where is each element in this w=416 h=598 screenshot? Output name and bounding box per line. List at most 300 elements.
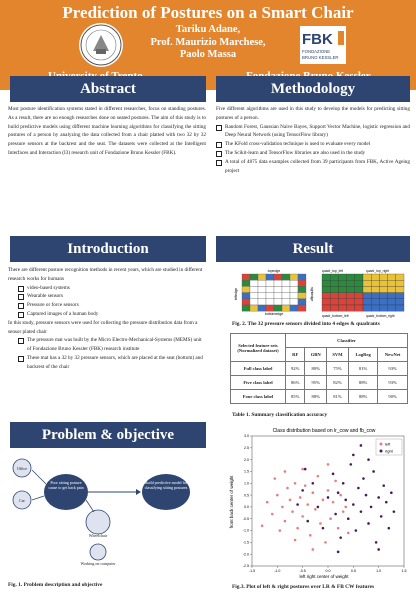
problem-heading: Problem & objective bbox=[10, 422, 206, 448]
quadrant-grid-cell bbox=[396, 305, 404, 311]
edge-grid-cell bbox=[250, 305, 258, 311]
edge-grid-cell bbox=[282, 293, 290, 299]
scatter-point-right bbox=[332, 473, 335, 476]
edge-grid-cell bbox=[266, 280, 274, 286]
y-tick-label: 0.0 bbox=[244, 505, 249, 510]
edge-grid-cell bbox=[266, 274, 274, 280]
table-row-header: Selected feature sets (Normalized dataset) bbox=[231, 334, 286, 362]
scatter-point-right bbox=[362, 477, 365, 480]
edge-grid-cell bbox=[282, 280, 290, 286]
y-tick-label: 2.5 bbox=[244, 446, 249, 451]
scatter-point-left bbox=[296, 527, 299, 530]
quadrant-grid-cell bbox=[371, 293, 379, 299]
scatter-point-left bbox=[312, 491, 315, 494]
x-tick-label: 0.5 bbox=[350, 569, 356, 573]
accuracy-table bbox=[230, 333, 410, 404]
intro-bullet bbox=[8, 354, 206, 372]
scatter-point-left bbox=[261, 525, 264, 528]
scatter-point-right bbox=[367, 458, 370, 461]
scatter-point-right bbox=[317, 506, 320, 509]
legend-label: left bbox=[385, 441, 391, 447]
scatter-point-left bbox=[329, 517, 332, 520]
scatter-point-right bbox=[352, 503, 355, 506]
quadr-bottom-left-label: quadr_bottom_left bbox=[322, 314, 349, 318]
quadrant-grid-cell bbox=[338, 305, 346, 311]
edge-grid-cell bbox=[274, 293, 282, 299]
quadrant-grid-cell bbox=[322, 280, 330, 286]
y-tick-label: 1.5 bbox=[244, 469, 249, 474]
edge-grid-cell bbox=[290, 274, 298, 280]
wheelchair-label: Wheelchair bbox=[88, 533, 108, 538]
problem-diagram bbox=[8, 452, 206, 578]
chart-title: Class distribution based on lr_cow and fb_cow bbox=[272, 428, 376, 434]
methodology-heading: Methodology bbox=[216, 76, 410, 102]
scatter-point-left bbox=[347, 532, 350, 535]
edge-grid-cell bbox=[266, 293, 274, 299]
edge-grid-cell bbox=[290, 293, 298, 299]
table-cell: 88% bbox=[348, 376, 377, 390]
scatter-point-left bbox=[284, 520, 287, 523]
author-1: Tariku Adane, bbox=[175, 24, 241, 35]
legend-label: right bbox=[385, 448, 393, 454]
x-tick-label: 1.5 bbox=[401, 569, 407, 573]
scatter-point-left bbox=[334, 480, 337, 483]
scatter-point-right bbox=[355, 529, 358, 532]
methodology-lead: Five different algorithms are used in this study to develop the models for predicting sitting postures of a person. bbox=[216, 106, 410, 121]
svg-text:FBK: FBK bbox=[302, 31, 333, 48]
edge-grid-cell bbox=[258, 293, 266, 299]
quadrant-grid-cell bbox=[396, 299, 404, 305]
quadr-bottom-right-label: quadr_bottom_right bbox=[366, 314, 395, 318]
quadrant-grid-cell bbox=[379, 280, 387, 286]
plot-frame bbox=[252, 436, 404, 566]
quadrant-grid-cell bbox=[322, 286, 330, 292]
quadrant-grid-cell bbox=[347, 280, 355, 286]
scatter-point-right bbox=[385, 501, 388, 504]
scatter-point-right bbox=[370, 506, 373, 509]
edge-grid-cell bbox=[266, 286, 274, 292]
scatter-point-left bbox=[294, 482, 297, 485]
scatter-point-right bbox=[360, 510, 363, 513]
edge-grid-cell bbox=[258, 305, 266, 311]
table-cell: 81% bbox=[326, 390, 348, 404]
quadrant-grid-cell bbox=[330, 274, 338, 280]
working-on-computer-label: Working on computer bbox=[80, 561, 116, 566]
fig3-caption: Fig.3. Plot of left & right postures over LR & FB CW features bbox=[232, 584, 375, 590]
edge-grid-cell bbox=[290, 299, 298, 305]
table-row bbox=[231, 390, 408, 404]
scatter-point-right bbox=[337, 551, 340, 554]
fbk-logo bbox=[300, 26, 346, 64]
quadrant-grid-cell bbox=[322, 274, 330, 280]
x-tick-label: 0.0 bbox=[325, 569, 331, 573]
intro-bullet bbox=[8, 292, 206, 301]
scatter-point-left bbox=[286, 487, 289, 490]
scatter-point-left bbox=[289, 499, 292, 502]
quadrant-grid-cell bbox=[338, 299, 346, 305]
edge-grid-cell bbox=[258, 280, 266, 286]
quadrant-grid-cell bbox=[363, 286, 371, 292]
table-row-label: Five class label bbox=[231, 376, 286, 390]
intro-bullet-text: Captured images of a human body bbox=[27, 310, 99, 317]
rightedge-label: rightedge bbox=[310, 286, 314, 302]
y-tick-label: -1.0 bbox=[242, 528, 249, 533]
quadrant-grid-cell bbox=[388, 286, 396, 292]
scatter-point-right bbox=[377, 496, 380, 499]
edge-grid-cell bbox=[258, 274, 266, 280]
scatter-point-left bbox=[319, 522, 322, 525]
scatter-point-right bbox=[367, 522, 370, 525]
scatter-point-right bbox=[352, 454, 355, 457]
fig2-caption: Fig. 2. The 32 pressure sensors divided into 4 edges & quadrants bbox=[232, 321, 380, 327]
quadrant-grid-cell bbox=[330, 305, 338, 311]
quadrant-grid-cell bbox=[355, 293, 363, 299]
quadrant-grid-cell bbox=[363, 305, 371, 311]
edge-grid bbox=[234, 268, 314, 316]
quadrant-grid-cell bbox=[347, 293, 355, 299]
edge-grid-cell bbox=[274, 299, 282, 305]
scatter-point-left bbox=[306, 503, 309, 506]
table-col-header: SVM bbox=[326, 348, 348, 362]
edge-grid-cell bbox=[266, 305, 274, 311]
scatter-point-right bbox=[327, 496, 330, 499]
scatter-point-left bbox=[271, 513, 274, 516]
table-cell: 81% bbox=[348, 362, 377, 376]
legend-marker bbox=[380, 450, 383, 453]
computer-person-icon bbox=[80, 544, 116, 566]
scatter-point-left bbox=[322, 499, 325, 502]
poster-title: Prediction of Postures on a Smart Chair bbox=[62, 3, 354, 22]
edge-grid-cell bbox=[274, 286, 282, 292]
quadrant-grid-cell bbox=[363, 280, 371, 286]
quadrant-grid-cell bbox=[347, 299, 355, 305]
scatter-point-left bbox=[332, 501, 335, 504]
scatter-point-right bbox=[337, 491, 340, 494]
back-pain-text: Poor sitting posture cause to get back pain bbox=[48, 480, 84, 490]
scatter-point-left bbox=[339, 494, 342, 497]
edge-grid-cell bbox=[298, 274, 306, 280]
x-tick-label: -1.5 bbox=[248, 569, 256, 573]
scatter-point-right bbox=[380, 515, 383, 518]
methodology-text bbox=[216, 105, 410, 175]
quadr-top-left-label: quadr_top_left bbox=[322, 269, 344, 273]
quadrant-grid-cell bbox=[379, 305, 387, 311]
intro-bullet bbox=[8, 336, 206, 354]
edge-grid-cell bbox=[242, 299, 250, 305]
fig1-caption: Fig. 1. Problem description and objective bbox=[8, 582, 103, 588]
topedge-label: topedge bbox=[267, 269, 281, 273]
quadrant-grid-cell bbox=[371, 299, 379, 305]
x-tick-label: -0.5 bbox=[299, 569, 306, 573]
intro-bullet-text: The pressure mat was built by the Micro Electro-Mechanical-Systems (MEMS) unit of Fondazione Bruno Kessler (FBK) research institute bbox=[27, 337, 202, 353]
table-classifier-header: Classifier bbox=[286, 334, 408, 348]
quadrant-grid-cell bbox=[347, 274, 355, 280]
quadrant-grid-cell bbox=[388, 293, 396, 299]
scatter-point-right bbox=[344, 499, 347, 502]
scatter-point-left bbox=[276, 494, 279, 497]
scatter-point-right bbox=[301, 489, 304, 492]
office-label: Office bbox=[16, 466, 28, 471]
abstract-paragraph: Most posture identification systems stated in different researches, focus on standing postures. As a result, there are no enough researches done on seated postures. The aim of this study is to build predictive models using different machine learning algorithms for classifying the sitting postures of a person by analyzing the data collected from a chair platted with two 32 by 32 pressure sensors at the backrest and the seat. The datasets were collected at the Intelligent Interfaces and Interaction (I3) research unit of Fondazione Bruno Kessler (FBK). bbox=[8, 106, 206, 156]
table-cell: 80% bbox=[305, 362, 327, 376]
edge-grid-cell bbox=[250, 280, 258, 286]
quadrant-grid-cell bbox=[379, 286, 387, 292]
quadrant-grid-cell bbox=[388, 299, 396, 305]
wheelchair-person-icon bbox=[86, 510, 110, 538]
edge-grid-cell bbox=[290, 305, 298, 311]
edge-grid-cell bbox=[298, 299, 306, 305]
edge-grid-cell bbox=[290, 280, 298, 286]
edge-grid-cell bbox=[290, 286, 298, 292]
edge-grid-cell bbox=[298, 280, 306, 286]
edge-grid-cell bbox=[242, 280, 250, 286]
edge-grid-cell bbox=[282, 305, 290, 311]
intro-bullet bbox=[8, 310, 206, 319]
table-cell: 95% bbox=[305, 376, 327, 390]
scatter-point-left bbox=[294, 539, 297, 542]
method-bullet-text: Random Forest, Gaussian Naive Bayes, Support Vector Machine, logistic regression and Deep Neural Network (using TensorFlow library) bbox=[225, 123, 410, 139]
edge-grid-cell bbox=[298, 305, 306, 311]
edge-grid-cell bbox=[258, 286, 266, 292]
scatter-point-right bbox=[393, 510, 396, 513]
edge-grid-cell bbox=[274, 280, 282, 286]
quadrant-grid-cell bbox=[379, 293, 387, 299]
quadrant-grid-cell bbox=[363, 274, 371, 280]
quadrant-grid-cell bbox=[388, 305, 396, 311]
edge-grid-cell bbox=[298, 286, 306, 292]
y-tick-label: -2.5 bbox=[242, 564, 249, 569]
scatter-point-right bbox=[347, 517, 350, 520]
scatter-point-left bbox=[301, 515, 304, 518]
quadrant-grid-cell bbox=[338, 280, 346, 286]
table-cell: 88% bbox=[348, 390, 377, 404]
edge-grid-cell bbox=[242, 305, 250, 311]
scatter-point-right bbox=[306, 520, 309, 523]
intro-bullet-text: video-based systems bbox=[27, 284, 70, 291]
scatter-point-left bbox=[274, 477, 277, 480]
table1-caption: Table 1. Summary classification accuracy bbox=[232, 412, 328, 418]
scatter-point-left bbox=[279, 529, 282, 532]
method-bullet-text: The KFold cross-validation technique is used to evaluate every model bbox=[225, 141, 371, 148]
quadrant-grid bbox=[320, 268, 406, 318]
scatter-point-right bbox=[342, 482, 345, 485]
scatter-chart bbox=[228, 424, 412, 580]
scatter-point-right bbox=[304, 468, 307, 471]
scatter-point-right bbox=[390, 491, 393, 494]
table-cell: 82% bbox=[326, 376, 348, 390]
fbk-logo-line-1: FONDAZIONE bbox=[302, 49, 331, 54]
scatter-point-left bbox=[291, 510, 294, 513]
table-cell: 88% bbox=[305, 390, 327, 404]
table-cell: 85% bbox=[286, 390, 305, 404]
scatter-point-left bbox=[337, 527, 340, 530]
quadrant-grid-cell bbox=[396, 274, 404, 280]
intro-bullet-text: Pressure or force sensors bbox=[27, 302, 79, 309]
intro-bullet-text: Wearable sensors bbox=[27, 293, 64, 300]
x-tick-label: -1.0 bbox=[274, 569, 281, 573]
quadrant-grid-cell bbox=[355, 274, 363, 280]
quadrant-grid-cell bbox=[330, 293, 338, 299]
edge-grid-cell bbox=[250, 274, 258, 280]
leftedge-label: leftedge bbox=[234, 287, 238, 301]
method-bullet bbox=[216, 149, 410, 158]
quadrant-grid-cell bbox=[322, 305, 330, 311]
scatter-point-left bbox=[327, 463, 330, 466]
y-tick-label: 0.5 bbox=[244, 493, 249, 498]
scatter-point-left bbox=[342, 510, 345, 513]
quadrant-grid-cell bbox=[371, 274, 379, 280]
scatter-point-left bbox=[327, 489, 330, 492]
table-cell: 86% bbox=[286, 376, 305, 390]
table-col-header: LogReg bbox=[348, 348, 377, 362]
scatter-point-left bbox=[284, 470, 287, 473]
quadrant-grid-cell bbox=[371, 305, 379, 311]
quadrant-grid-cell bbox=[338, 293, 346, 299]
scatter-point-left bbox=[314, 508, 317, 511]
quadrant-grid-cell bbox=[338, 286, 346, 292]
result-heading: Result bbox=[216, 236, 410, 262]
quadrant-grid-cell bbox=[355, 280, 363, 286]
scatter-point-right bbox=[334, 513, 337, 516]
legend-marker bbox=[380, 443, 383, 446]
scatter-point-left bbox=[324, 541, 327, 544]
table-cell: 90% bbox=[378, 390, 408, 404]
y-tick-label: 2.0 bbox=[244, 457, 249, 462]
intro-bullet bbox=[8, 301, 206, 310]
table-row-label: Four class label bbox=[231, 390, 286, 404]
chart-ylabel: front back center of weight bbox=[229, 475, 234, 529]
scatter-point-left bbox=[317, 475, 320, 478]
scatter-point-right bbox=[372, 470, 375, 473]
quadrant-grid-cell bbox=[379, 299, 387, 305]
author-2: Prof. Maurizio Marchese, bbox=[150, 36, 266, 48]
scatter-point-right bbox=[360, 444, 363, 447]
chart-xlabel: left right center of weight bbox=[299, 574, 349, 579]
edge-grid-cell bbox=[242, 274, 250, 280]
y-tick-label: -1.5 bbox=[242, 540, 249, 545]
scatter-point-left bbox=[281, 506, 284, 509]
car-person-icon bbox=[13, 491, 31, 509]
y-tick-label: -0.5 bbox=[242, 516, 249, 521]
quadrant-grid-cell bbox=[330, 299, 338, 305]
table-row bbox=[231, 362, 408, 376]
scatter-point-left bbox=[301, 468, 304, 471]
quadrant-grid-cell bbox=[330, 286, 338, 292]
edge-grid-cell bbox=[242, 293, 250, 299]
scatter-point-right bbox=[350, 463, 353, 466]
quadrant-grid-cell bbox=[330, 280, 338, 286]
quadrant-grid-cell bbox=[396, 293, 404, 299]
introduction-text bbox=[8, 266, 206, 372]
introduction-heading: Introduction bbox=[10, 236, 206, 262]
scatter-point-right bbox=[377, 548, 380, 551]
method-bullet-text: A total of 4875 data examples collected from 39 participants from FBK, Active Ageing project bbox=[225, 158, 410, 174]
quadrant-grid-cell bbox=[347, 286, 355, 292]
method-bullet bbox=[216, 140, 410, 149]
abstract-heading: Abstract bbox=[10, 76, 206, 102]
scatter-point-left bbox=[304, 484, 307, 487]
edge-grid-cell bbox=[282, 286, 290, 292]
table-row bbox=[231, 376, 408, 390]
method-bullet bbox=[216, 158, 410, 176]
introduction-mid: In this study, pressure sensors were used for collecting the pressure distribution data from a sensor plated chair bbox=[8, 319, 198, 335]
quadrant-grid-cell bbox=[396, 280, 404, 286]
edge-grid-cell bbox=[250, 293, 258, 299]
table-row-label: Full class label bbox=[231, 362, 286, 376]
y-tick-label: 3.0 bbox=[244, 434, 249, 439]
scatter-point-right bbox=[357, 487, 360, 490]
scatter-point-right bbox=[339, 536, 342, 539]
quadrant-grid-cell bbox=[338, 274, 346, 280]
quadrant-grid-cell bbox=[388, 274, 396, 280]
quadrant-grid-cell bbox=[355, 299, 363, 305]
objective-text: Build predictive model for classifying sitting postures bbox=[144, 480, 188, 490]
quadrant-grid-cell bbox=[322, 293, 330, 299]
fbk-logo-line-2: BRUNO KESSLER bbox=[302, 55, 339, 60]
edge-grid-cell bbox=[298, 293, 306, 299]
scatter-point-right bbox=[312, 482, 315, 485]
quadrant-grid-cell bbox=[396, 286, 404, 292]
quadrant-grid-cell bbox=[388, 280, 396, 286]
scatter-point-right bbox=[382, 484, 385, 487]
edge-grid-cell bbox=[242, 286, 250, 292]
table-cell: 93% bbox=[378, 376, 408, 390]
introduction-lead: There are different posture recognition methods in recent years, which are studied in different research works for humans bbox=[8, 267, 203, 282]
abstract-text bbox=[8, 105, 206, 158]
intro-bullet-text: These mat has a 32 by 32 pressure sensors, which are placed at the seat (bottom) and backrest of the chair bbox=[27, 354, 203, 370]
table-cell: 75% bbox=[326, 362, 348, 376]
table-col-header: RF bbox=[286, 348, 305, 362]
quadrant-grid-cell bbox=[371, 280, 379, 286]
edge-grid-cell bbox=[274, 305, 282, 311]
scatter-point-right bbox=[296, 503, 299, 506]
author-3: Paolo Massa bbox=[179, 49, 237, 60]
scatter-point-right bbox=[365, 494, 368, 497]
quadrant-grid-cell bbox=[371, 286, 379, 292]
table-col-header: GBN bbox=[305, 348, 327, 362]
quadrant-grid-cell bbox=[347, 305, 355, 311]
table-cell: 92% bbox=[286, 362, 305, 376]
bottomedge-label: bottomedge bbox=[264, 312, 284, 316]
scatter-point-right bbox=[322, 527, 325, 530]
intro-bullet bbox=[8, 284, 206, 293]
quadr-top-right-label: quadr_top_right bbox=[366, 269, 390, 273]
edge-grid-cell bbox=[274, 274, 282, 280]
method-bullet-text: The Scikit-learn and TensorFlow libraries are also used in the study bbox=[225, 149, 366, 156]
author-list bbox=[0, 24, 416, 62]
quadrant-grid-cell bbox=[355, 286, 363, 292]
scatter-point-left bbox=[299, 496, 302, 499]
quadrant-grid-cell bbox=[322, 299, 330, 305]
scatter-point-right bbox=[375, 541, 378, 544]
method-bullet bbox=[216, 123, 410, 141]
scatter-point-left bbox=[312, 548, 315, 551]
edge-grid-cell bbox=[250, 286, 258, 292]
edge-grid-cell bbox=[250, 299, 258, 305]
quadrant-grid-cell bbox=[355, 305, 363, 311]
edge-grid-cell bbox=[282, 299, 290, 305]
car-label: Car bbox=[19, 498, 25, 503]
quadrant-grid-cell bbox=[363, 293, 371, 299]
scatter-point-right bbox=[388, 527, 391, 530]
office-person-icon bbox=[13, 459, 31, 477]
y-tick-label: 1.0 bbox=[244, 481, 249, 486]
quadrant-grid-cell bbox=[379, 274, 387, 280]
scatter-point-left bbox=[344, 506, 347, 509]
table-cell: 93% bbox=[378, 362, 408, 376]
quadrant-grid-cell bbox=[363, 299, 371, 305]
scatter-point-left bbox=[309, 534, 312, 537]
